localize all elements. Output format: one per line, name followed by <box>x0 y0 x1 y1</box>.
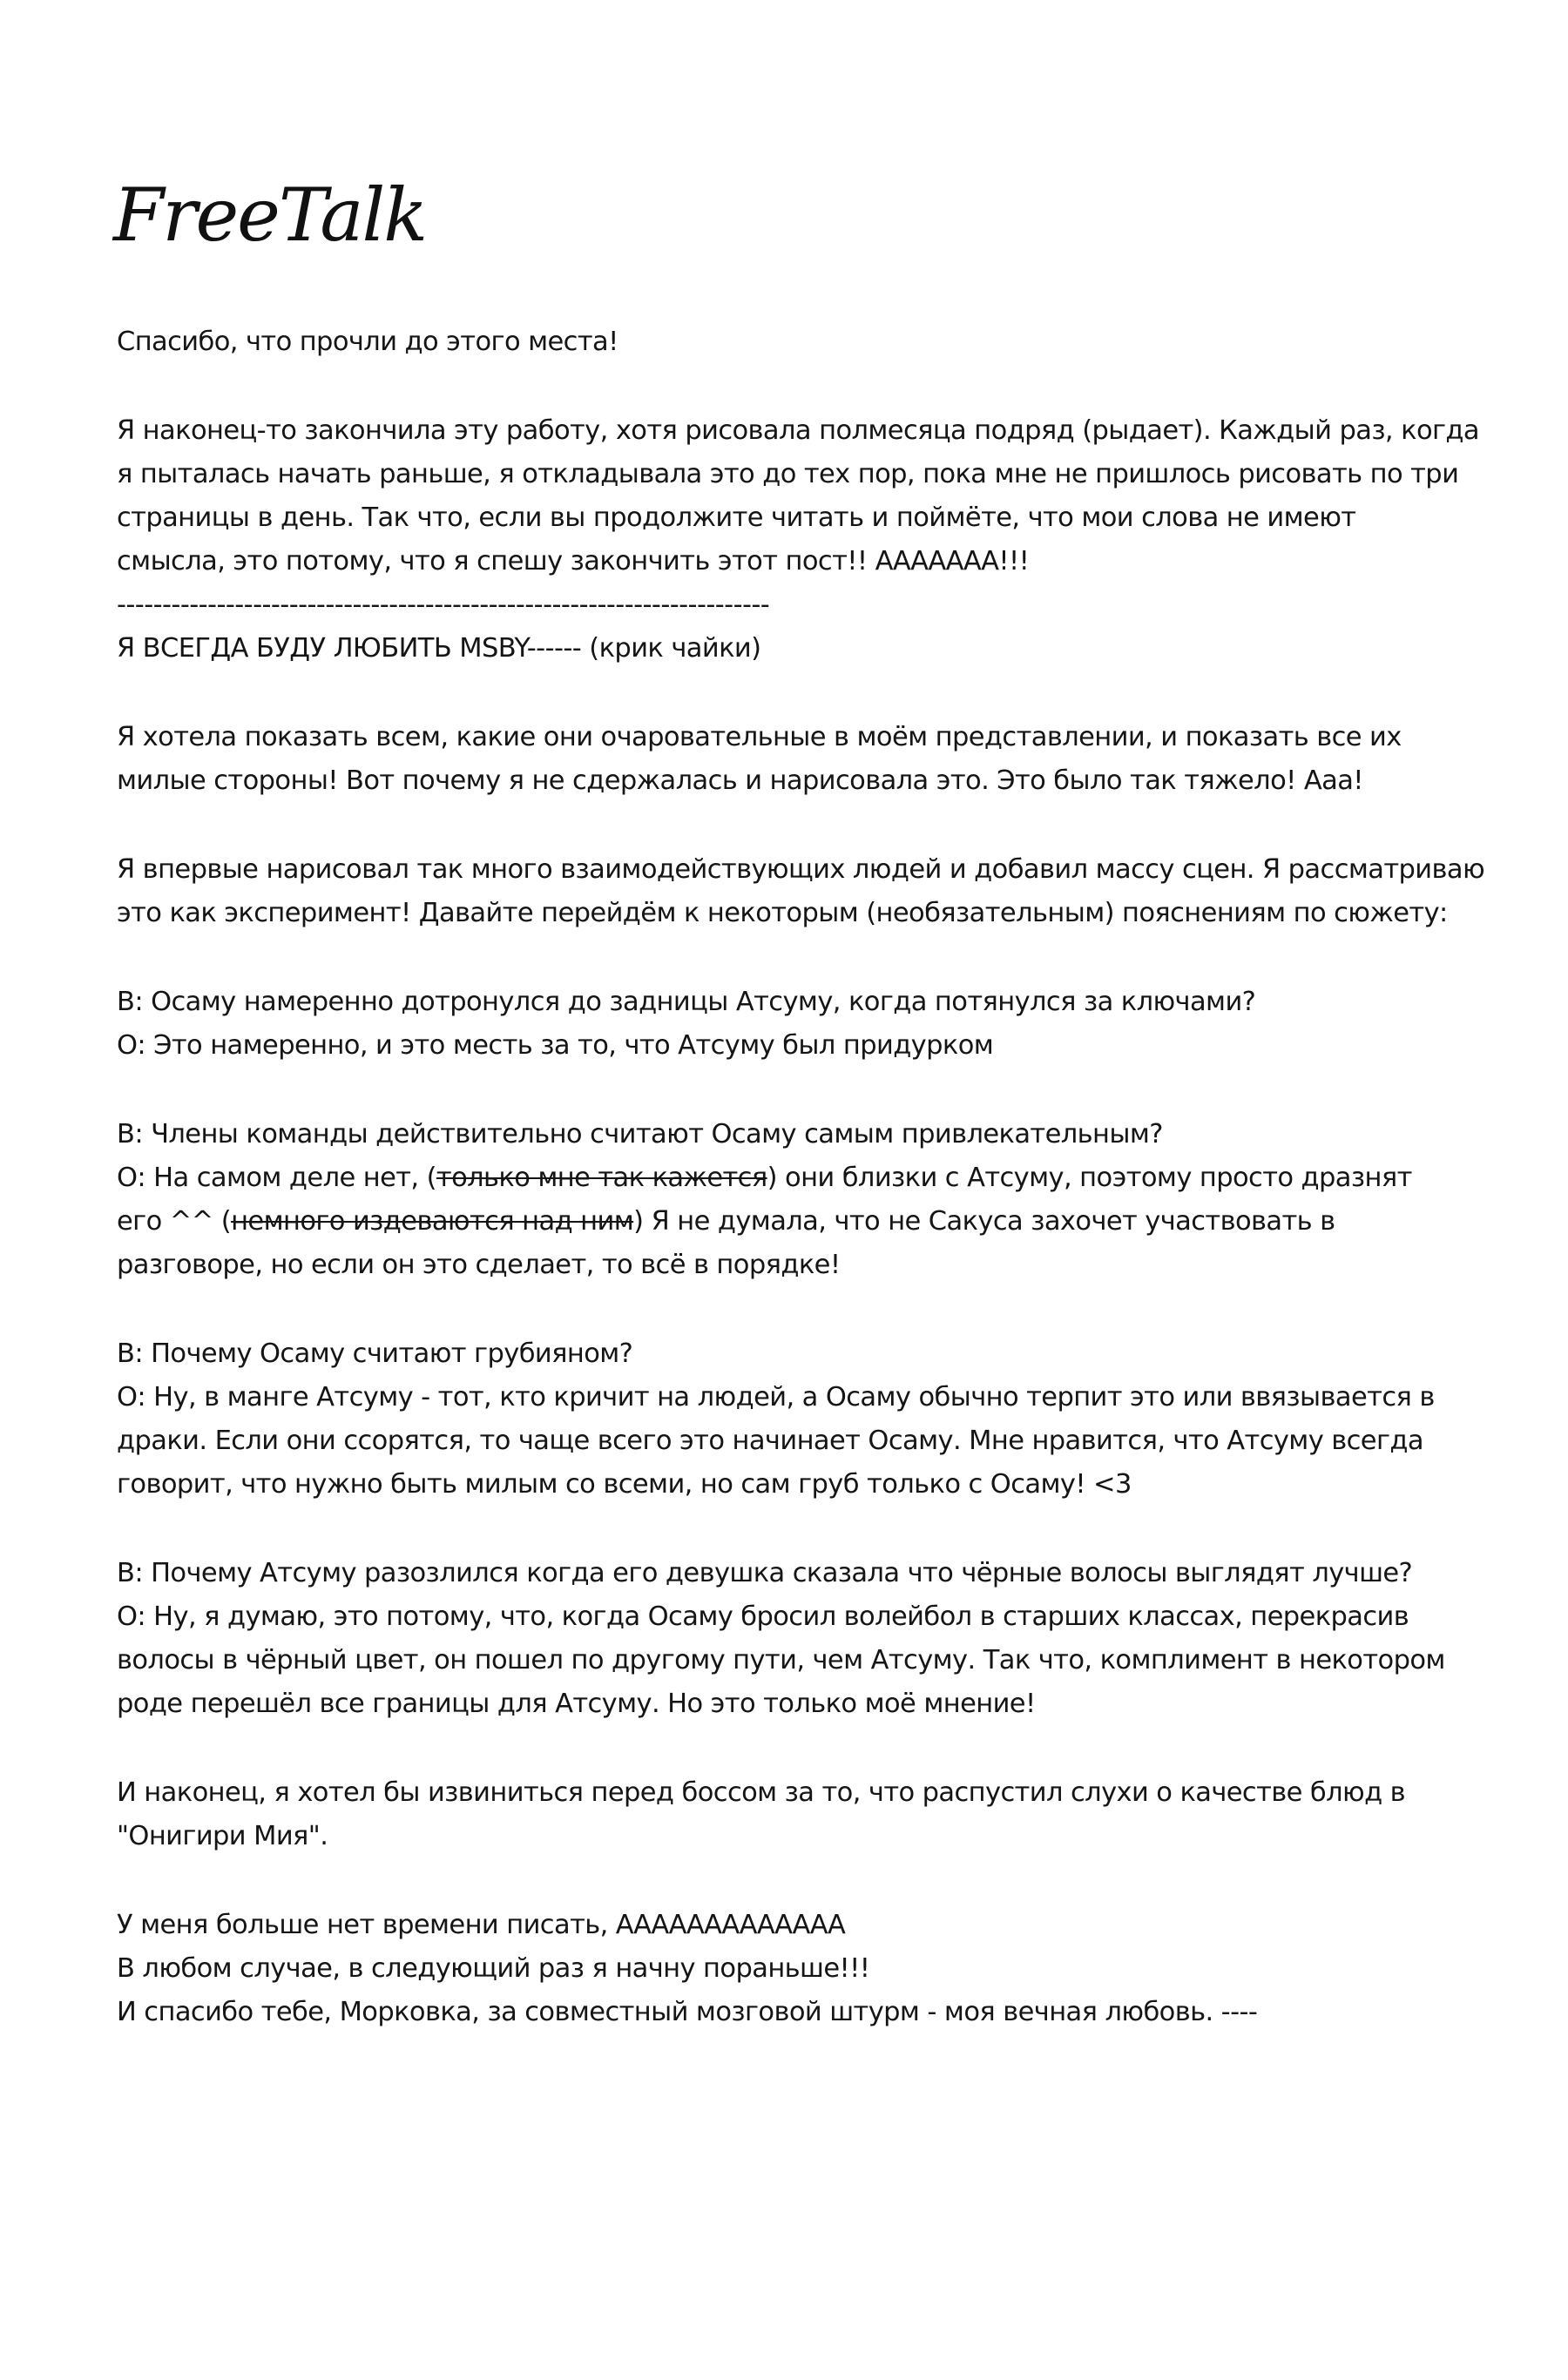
shout-line: Я ВСЕГДА БУДУ ЛЮБИТЬ MSBY------ (крик чайки) <box>117 633 761 664</box>
spacer <box>117 1507 1476 1552</box>
answer-line: разговоре, но если он это сделает, то всё в порядке! <box>117 1250 841 1280</box>
paragraph-line: "Онигири Мия". <box>117 1821 328 1851</box>
page-title: FreeTalk <box>113 172 427 258</box>
closing-line: В любом случае, в следующий раз я начну пораньше!!! <box>117 1953 870 1984</box>
answer-text: его ^^ ( <box>117 1206 232 1237</box>
question-line: В: Члены команды действительно считают Осаму самым привлекательным? <box>117 1119 1163 1150</box>
spacer <box>117 1858 1476 1904</box>
answer-text: ) они близки с Атсуму, поэтому просто дразнят <box>767 1163 1412 1193</box>
answer-text: ) Я не думала, что не Сакуса захочет участвовать в <box>633 1206 1335 1237</box>
answer-line <box>117 1156 1476 1200</box>
paragraph-line: Я впервые нарисовал так много взаимодействующих людей и добавил массу сцен. Я рассматриваю <box>117 854 1485 885</box>
paragraph-line: И наконец, я хотел бы извиниться перед боссом за то, что распустил слухи о качестве блюд в <box>117 1777 1406 1808</box>
answer-line: волосы в чёрный цвет, он пошел по другому пути, чем Атсуму. Так что, комплимент в некотором <box>117 1645 1445 1675</box>
answer-line <box>117 1200 1476 1244</box>
question-line: В: Почему Осаму считают грубияном? <box>117 1338 633 1369</box>
strikethrough-text: немного издеваются над ним <box>231 1206 634 1237</box>
spacer <box>117 671 1476 716</box>
question-line: В: Осаму намеренно дотронулся до задницы Атсуму, когда потянулся за ключами? <box>117 987 1256 1017</box>
paragraph-line: страницы в день. Так что, если вы продолжите читать и поймёте, что мои слова не имеют <box>117 502 1356 533</box>
answer-line: роде перешёл все границы для Атсуму. Но это только моё мнение! <box>117 1689 1036 1719</box>
spacer <box>117 1287 1476 1332</box>
spacer <box>117 1726 1476 1771</box>
dashed-divider: ------------------------------------------------------------------------ <box>117 590 770 620</box>
strikethrough-text: только мне так кажется <box>436 1163 767 1193</box>
paragraph-line: милые стороны! Вот почему я не сдержалась и нарисовала это. Это было так тяжело! Ааа! <box>117 765 1363 796</box>
answer-line: О: Это намеренно, и это месть за то, что Атсуму был придурком <box>117 1030 994 1061</box>
paragraph-line: я пыталась начать раньше, я откладывала это до тех пор, пока мне не пришлось рисовать по три <box>117 459 1459 489</box>
answer-text: О: На самом деле нет, ( <box>117 1163 436 1193</box>
intro-line: Спасибо, что прочли до этого места! <box>117 327 618 357</box>
spacer <box>117 935 1476 981</box>
closing-line: И спасибо тебе, Морковка, за совместный мозговой штурм - моя вечная любовь. ---- <box>117 1997 1258 2027</box>
answer-line: О: Ну, я думаю, это потому, что, когда Осаму бросил волейбол в старших классах, перекрасив <box>117 1601 1409 1632</box>
question-line: В: Почему Атсуму разозлился когда его девушка сказала что чёрные волосы выглядят лучше? <box>117 1558 1413 1588</box>
answer-line: драки. Если они ссорятся, то чаще всего это начинает Осаму. Мне нравится, что Атсуму всегда <box>117 1426 1423 1456</box>
closing-line: У меня больше нет времени писать, ААААААААААААА <box>117 1910 846 1940</box>
answer-line: О: Ну, в манге Атсуму - тот, кто кричит на людей, а Осаму обычно терпит это или ввязывается в <box>117 1382 1435 1412</box>
paragraph-line: Я хотела показать всем, какие они очаровательные в моём представлении, и показать все их <box>117 722 1402 752</box>
freetalk-body <box>117 320 1485 2034</box>
paragraph-line: смысла, это потому, что я спешу закончить этот пост!! ААААААА!!! <box>117 546 1030 576</box>
spacer <box>117 1068 1476 1113</box>
answer-line: говорит, что нужно быть милым со всеми, но сам груб только с Осаму! <3 <box>117 1469 1132 1500</box>
spacer <box>117 364 1476 409</box>
spacer <box>117 803 1476 848</box>
paragraph-line: Я наконец-то закончила эту работу, хотя рисовала полмесяца подряд (рыдает). Каждый раз, когда <box>117 415 1480 446</box>
paragraph-line: это как эксперимент! Давайте перейдём к некоторым (необязательным) пояснениям по сюжету: <box>117 898 1448 928</box>
